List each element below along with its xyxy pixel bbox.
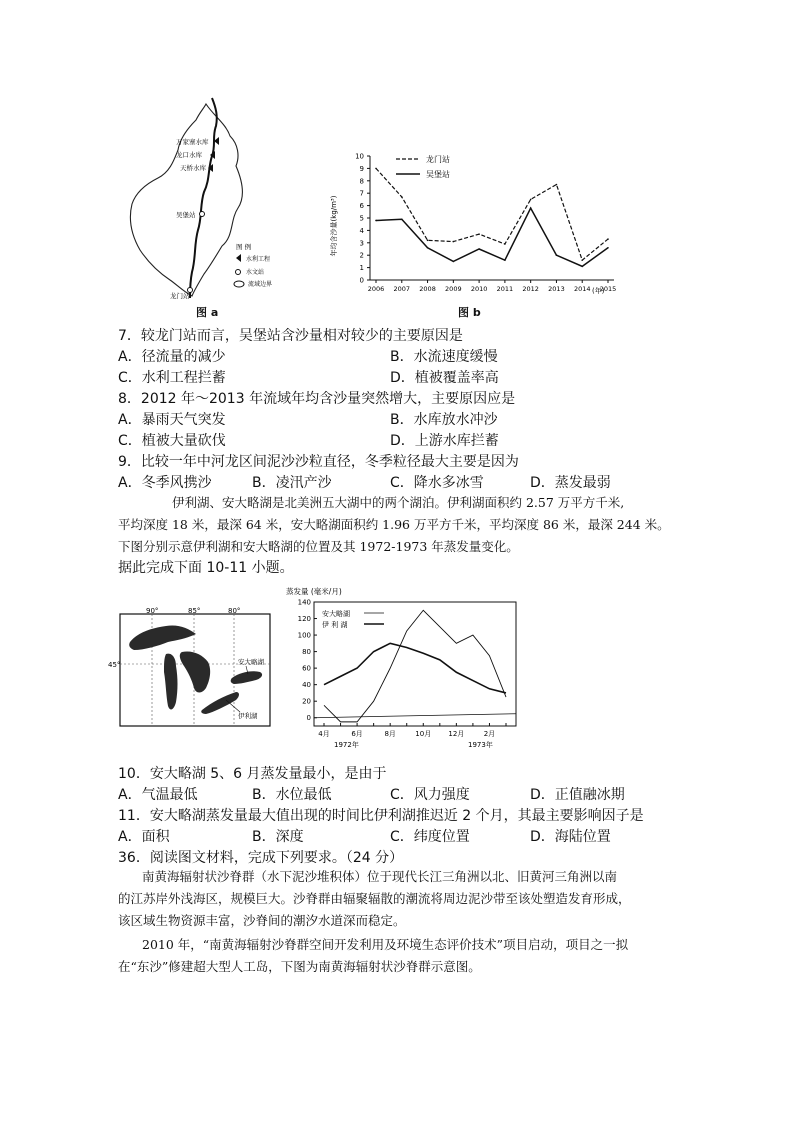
q11-option-b[interactable]: B．深度 [252,829,304,845]
data-point [478,248,480,250]
figure-b-chart [330,148,620,298]
great-lakes-map [108,606,274,730]
y-tick-label: 3 [359,239,364,248]
data-point [530,199,532,201]
year-1972: 1972年 [334,741,359,749]
label-tianqiao: 天桥水库 [180,164,206,172]
legend-station: 水文站 [246,269,265,276]
data-point [504,243,506,245]
evap-ylabel: 蒸发量 (毫米/月) [286,587,342,596]
data-point [427,247,429,249]
lat-45: 45° [108,661,121,669]
data-point [401,196,403,198]
q8-option-d[interactable]: D．上游水库拦蓄 [390,433,499,449]
y-tick-label: 20 [302,697,311,706]
river-line [190,98,217,298]
y-tick-label: 140 [297,598,311,607]
data-point [504,259,506,261]
series-line-erie [324,643,506,693]
question-36-stem: 36．阅读图文材料，完成下列要求。（24 分） [118,850,404,866]
q8-option-a[interactable]: A．暴雨天气突发 [118,412,226,428]
label-longkou: 龙口水库 [176,151,202,159]
figure-a-caption: 图 a [196,306,219,319]
question-11-stem: 11．安大略湖蒸发量最大值出现的时间比伊利湖推迟近 2 个月，其最主要影响因子是 [118,808,644,824]
data-point [581,259,583,261]
label-wubao: 吴堡站 [176,211,196,219]
question-9-stem: 9．比较一年中河龙区间泥沙沙粒直径，冬季粒径最大主要是因为 [118,454,519,470]
x-tick-label: 12月 [448,730,465,738]
passage1-line-1: 伊利湖、安大略湖是北美洲五大湖中的两个湖泊。伊利湖面积约 2.57 万平方千米, [172,495,625,510]
data-point [453,241,455,243]
data-point [581,266,583,268]
data-point [401,218,403,220]
q7-option-a[interactable]: A．径流量的减少 [118,349,226,365]
y-tick-label: 60 [302,664,311,673]
passage1-line-2: 平均深度 18 米，最深 64 米，安大略湖面积约 1.96 万平方千米，平均深度 86 米，最深 244 米。 [118,517,670,532]
data-point [478,233,480,235]
passage2-line-1: 南黄海辐射状沙脊群（水下泥沙堆积体）位于现代长江三角洲以北、旧黄河三角洲以南 [142,869,618,884]
q9-option-c[interactable]: C．降水多冰雪 [390,475,484,491]
q8-option-c[interactable]: C．植被大量砍伐 [118,433,226,449]
label-ontario: 安大略湖 [238,658,264,666]
figure-a-map [118,96,298,301]
q7-option-b[interactable]: B．水流速度缓慢 [390,349,498,365]
x-tick-label: 2006 [367,285,385,293]
series-line-ontario [324,610,506,722]
y-tick-label: 0 [306,714,311,723]
figure-b-year-unit: (年) [592,287,605,295]
q9-option-d[interactable]: D．蒸发最弱 [530,475,611,491]
question-8-stem: 8．2012 年～2013 年流域年均含沙量突然增大，主要原因应是 [118,391,516,407]
data-point [530,207,532,209]
lon-85: 85° [188,607,201,615]
x-tick-label: 8月 [384,730,396,738]
q11-option-c[interactable]: C．纬度位置 [390,829,470,845]
q9-option-b[interactable]: B．凌汛产沙 [252,475,332,491]
data-point [427,240,429,242]
data-point [607,238,609,240]
q10-option-d[interactable]: D．正值融冰期 [530,787,625,803]
label-erie: 伊利湖 [238,712,258,720]
legend-title: 图 例 [236,243,252,251]
x-tick-label: 2012 [522,285,539,293]
x-tick-label: 4月 [318,730,330,738]
data-point [607,247,609,249]
q7-option-d[interactable]: D．植被覆盖率高 [390,370,499,386]
y-tick-label: 120 [297,615,311,624]
question-10-stem: 10．安大略湖 5、6 月蒸发量最小，是由于 [118,766,387,782]
x-tick-label: 2009 [445,285,462,293]
data-point [453,261,455,263]
year-1973: 1973年 [468,741,493,749]
x-tick-label: 2008 [419,285,436,293]
q11-option-a[interactable]: A．面积 [118,829,170,845]
legend-boundary: 流域边界 [248,281,273,288]
q8-option-b[interactable]: B．水库放水冲沙 [390,412,498,428]
x-tick-label: 6月 [351,730,363,738]
zero-line [314,714,516,718]
q10-option-b[interactable]: B．水位最低 [252,787,332,803]
q10-option-c[interactable]: C．风力强度 [390,787,470,803]
passage2-line-2: 的江苏岸外浅海区，规模巨大。沙脊群由辐聚辐散的潮流将周边泥沙带至该处塑造发育形成， [118,891,631,906]
data-point [375,168,377,170]
y-tick-label: 5 [359,214,364,223]
y-tick-label: 7 [359,189,364,198]
y-tick-label: 0 [359,276,364,285]
figure-b-ylabel: 年均含沙量(kg/m³) [330,195,338,257]
q9-option-a[interactable]: A．冬季风携沙 [118,475,212,491]
lon-80: 80° [228,607,241,615]
y-tick-label: 2 [359,251,364,260]
legend-project: 水利工程 [246,256,271,263]
y-tick-label: 80 [302,648,311,657]
x-tick-label: 2007 [393,285,411,293]
evaporation-chart [284,584,524,750]
legend-wubao: 吴堡站 [426,170,450,179]
q11-option-d[interactable]: D．海陆位置 [530,829,611,845]
y-tick-label: 100 [297,631,311,640]
passage2-line-4: 2010 年，“南黄海辐射沙脊群空间开发利用及环境生态评价技术”项目启动，项目之一拟 [142,937,629,952]
y-tick-label: 1 [359,264,364,273]
data-point [556,184,558,186]
basin-boundary [130,104,242,296]
series-line-wubao [376,208,608,266]
legend-ontario: 安大略湖 [322,610,350,618]
x-tick-label: 2013 [548,285,565,293]
figure-b-caption: 图 b [458,306,481,319]
x-tick-label: 2011 [496,285,514,293]
question-7-stem: 7．较龙门站而言，吴堡站含沙量相对较少的主要原因是 [118,328,463,344]
data-point [556,254,558,256]
x-tick-label: 10月 [415,730,432,738]
y-tick-label: 6 [359,202,364,211]
q7-option-c[interactable]: C．水利工程拦蓄 [118,370,226,386]
x-tick-label: 2月 [483,730,496,738]
passage2-line-3: 该区域生物资源丰富，沙脊间的潮汐水道深而稳定。 [118,913,406,928]
label-longmen: 龙门站 [170,292,190,300]
data-point [375,220,377,222]
label-wanjiazhai: 万家寨水库 [176,138,209,146]
y-tick-label: 4 [359,226,364,235]
y-tick-label: 8 [359,177,364,186]
y-tick-label: 40 [302,681,311,690]
x-tick-label: 2014 [573,285,591,293]
series-line-longmen [376,168,608,260]
q10-option-a[interactable]: A．气温最低 [118,787,198,803]
y-tick-label: 9 [359,164,364,173]
x-tick-label: 2010 [470,285,488,293]
lon-90: 90° [146,607,159,615]
passage2-line-5: 在“东沙”修建超大型人工岛，下图为南黄海辐射状沙脊群示意图。 [118,959,481,974]
x-tick-label: 2015 [599,285,617,293]
legend-erie: 伊 利 湖 [322,621,348,629]
passage1-line-3: 下图分别示意伊利湖和安大略湖的位置及其 1972-1973 年蒸发量变化。 [118,539,519,554]
legend-longmen: 龙门站 [426,155,450,164]
y-tick-label: 10 [355,152,364,161]
instruction-10-11: 据此完成下面 10-11 小题。 [118,560,294,576]
